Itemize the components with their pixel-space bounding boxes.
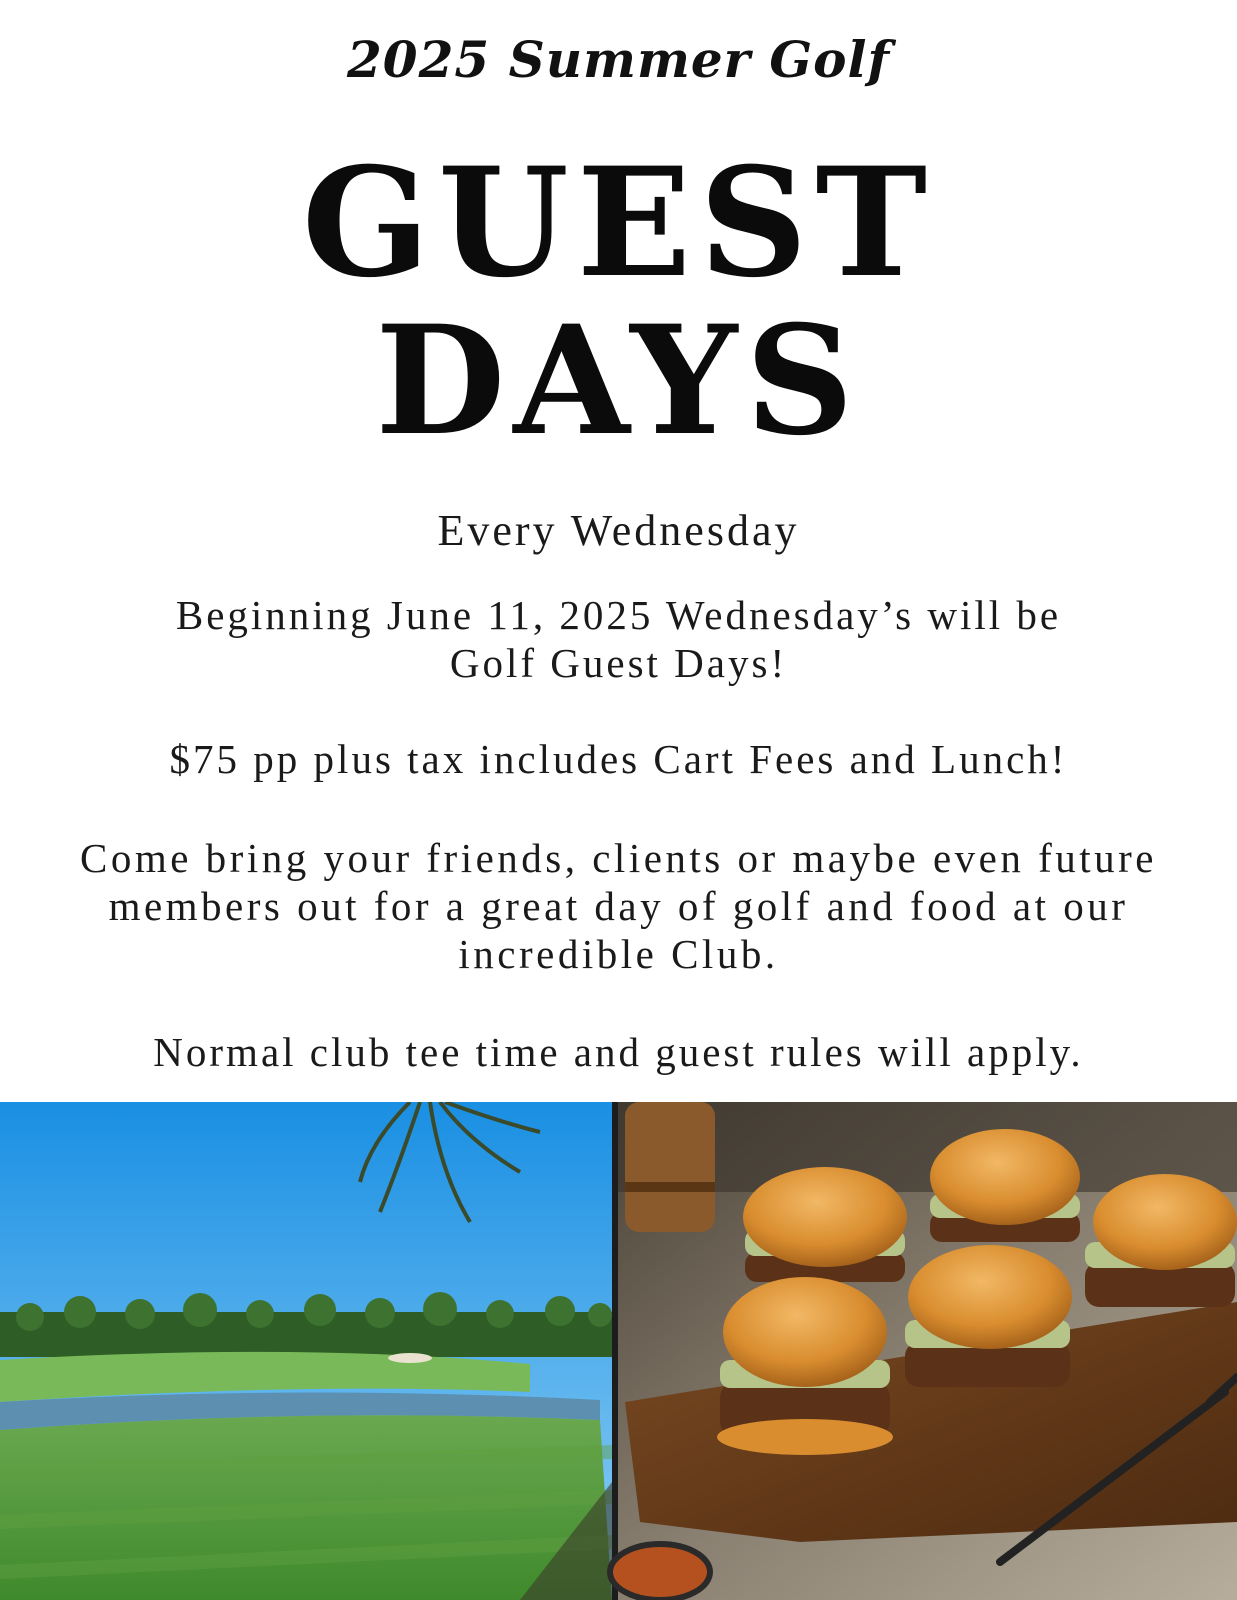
invite-line-2: members out for a great day of golf and food at our [108,883,1129,929]
schedule-text: Every Wednesday [437,506,800,555]
rules-text: Normal club tee time and guest rules will apply. [153,1029,1084,1075]
start-date-paragraph [0,591,1237,687]
golf-course-photo [0,1102,612,1600]
event-subtitle: 2025 Summer Golf [347,30,890,89]
price-text: $75 pp plus tax includes Cart Fees and Lunch! [169,736,1068,782]
sliders-food-photo [610,1102,1237,1600]
headline-days: DAYS [375,293,862,469]
photo-row [0,1102,1237,1600]
photo-collage [0,1102,1237,1600]
start-date-line-2: Golf Guest Days! [449,640,788,686]
invite-line-1: Come bring your friends, clients or maybe even future [80,835,1157,881]
start-date-line-1: Beginning June 11, 2025 Wednesday’s will be [175,592,1062,638]
invite-paragraph [0,834,1237,978]
invite-line-3: incredible Club. [458,931,779,977]
headline-guest: GUEST [301,135,936,311]
